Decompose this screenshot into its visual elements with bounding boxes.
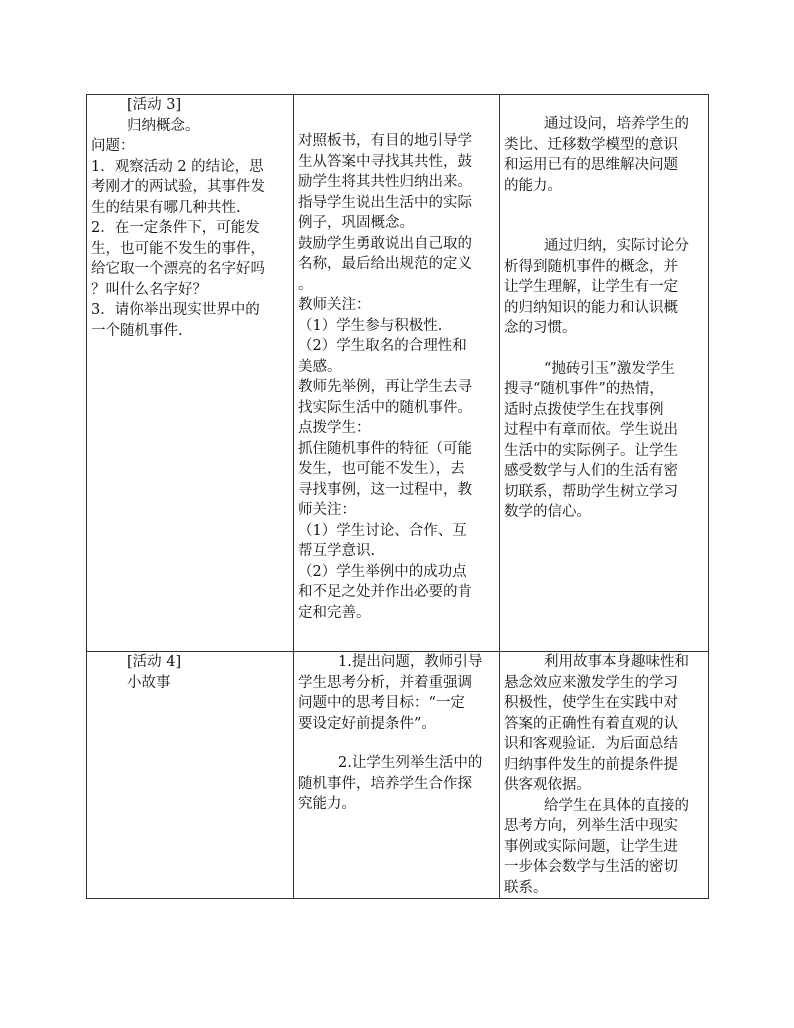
text-line: 和运用已有的思维解决问题 [504, 157, 678, 173]
spacer [504, 196, 704, 216]
design-intent-cell [500, 652, 709, 899]
text-line: 一个随机事件. [91, 322, 183, 339]
text-line: 点拨学生： [298, 420, 371, 436]
text-line: 发生，也可能不发生），去 [298, 461, 465, 477]
text-line: 抓住随机事件的特征（可能 [298, 440, 472, 457]
text-line: 念的习惯。 [504, 320, 577, 336]
text-line: 悬念效应来激发学生的学习 [504, 674, 678, 691]
spacer [298, 734, 495, 753]
activity-subtitle: 归纳概念。 [127, 117, 200, 134]
activity-cell [87, 95, 294, 652]
text-line: 生从答案中寻找其共性，鼓 [298, 153, 472, 170]
text-line: 生活中的实际例子。让学生 [504, 442, 678, 459]
design-intent-cell [500, 95, 709, 652]
text-line: 1．观察活动 2 的结论，思 [91, 158, 264, 175]
text-line: 励学生将其共性归纳出来。 [298, 174, 472, 190]
activity-cell [87, 652, 294, 899]
activity-title: [活动 4] [127, 654, 182, 670]
text-line: 利用故事本身趣味性和 [544, 654, 689, 670]
text-line: 考刚才的两试验，其事件发 [91, 179, 265, 195]
text-line: 过程中有章而依。学生说出 [504, 422, 678, 438]
text-line: ？叫什么名字好？ [91, 281, 207, 298]
text-line: 究能力。 [298, 796, 356, 812]
text-line: 找实际生活中的随机事件。 [298, 399, 472, 416]
text-line: 。 [298, 276, 313, 293]
text-line: 供客观依据。 [504, 777, 591, 793]
text-line: 1.提出问题，教师引导 [338, 654, 483, 670]
spacer [504, 95, 704, 114]
text-line: 问题： [91, 138, 135, 154]
text-line: 数学的信心。 [504, 504, 591, 520]
text-line: 搜寻“随机事件”的热情， [504, 381, 664, 397]
text-line: 美感。 [298, 358, 342, 375]
text-line: 的归纳知识的能力和认识概 [504, 299, 678, 316]
spacer [298, 95, 495, 115]
text-line: 析得到随机事件的概念，并 [504, 258, 678, 275]
text-line: 感受数学与人们的生活有密 [504, 463, 678, 479]
text-line: 教师关注： [298, 297, 371, 313]
activity-title: [活动 3] [127, 97, 182, 113]
text-line: 积极性，使学生在实践中对 [504, 695, 678, 711]
text-line: 通过归纳，实际讨论分 [544, 238, 689, 254]
text-line: 切联系，帮助学生树立学习 [504, 483, 678, 500]
teacher-activity-cell [294, 95, 500, 652]
text-line: 名称，最后给出规范的定义 [298, 256, 472, 272]
lesson-plan-table [86, 94, 709, 899]
text-line: 随机事件，培养学生合作探 [298, 775, 472, 792]
teacher-activity-cell [294, 652, 500, 899]
text-line: 给它取一个漂亮的名字好吗 [91, 261, 265, 277]
spacer [504, 216, 704, 236]
text-line: 寻找事例，这一过程中，教 [298, 481, 472, 498]
text-line: 指导学生说出生活中的实际 [298, 194, 472, 211]
text-line: 和不足之处并作出必要的肯 [298, 584, 472, 600]
text-line: 生，也可能不发生的事件， [91, 240, 265, 257]
text-line: 生的结果有哪几种共性. [91, 199, 241, 216]
text-line: 答案的正确性有着直观的认 [504, 715, 678, 732]
text-line: 一步体会数学与生活的密切 [504, 859, 678, 875]
spacer [298, 115, 495, 131]
table-row [87, 652, 709, 899]
text-line: 定和完善。 [298, 604, 371, 621]
text-line: （2）学生举例中的成功点 [298, 563, 467, 580]
text-line: 通过设问，培养学生的 [544, 116, 689, 132]
table-row [87, 95, 709, 652]
text-line: 对照板书，有目的地引导学 [298, 133, 472, 149]
text-line: “抛砖引玉”激发学生 [544, 360, 675, 377]
text-line: （1）学生讨论、合作、互 [298, 522, 467, 539]
text-line: 例子，巩固概念。 [298, 215, 414, 231]
text-line: 鼓励学生勇敢说出自己取的 [298, 235, 472, 252]
text-line: 3．请你举出现实世界中的 [91, 302, 260, 318]
text-line: 要设定好前提条件”。 [298, 715, 436, 732]
text-line: 识和客观验证．为后面总结 [504, 736, 678, 752]
activity-subtitle: 小故事 [127, 674, 171, 691]
text-line: 学生思考分析，并着重强调 [298, 674, 472, 691]
text-line: 联系。 [504, 879, 548, 896]
text-line: 让学生理解，让学生有一定 [504, 279, 678, 295]
text-line: 适时点拨使学生在找事例 [504, 401, 664, 418]
text-line: 给学生在具体的直接的 [544, 797, 689, 814]
text-line: 2．在一定条件下，可能发 [91, 220, 260, 236]
text-line: 教师先举例，再让学生去寻 [298, 379, 472, 395]
text-line: 类比、迁移数学模型的意识 [504, 136, 678, 153]
text-line: 思考方向，列举生活中现实 [504, 818, 678, 834]
text-line: 的能力。 [504, 177, 562, 194]
text-line: 问题中的思考目标：“一定 [298, 695, 465, 711]
text-line: （2）学生取名的合理性和 [298, 338, 467, 354]
text-line: 师关注： [298, 502, 356, 518]
text-line: 帮互学意识. [298, 543, 376, 559]
text-line: 事例或实际问题，让学生进 [504, 838, 678, 855]
spacer [504, 339, 704, 359]
text-line: （1）学生参与积极性. [298, 317, 443, 334]
text-line: 归纳事件发生的前提条件提 [504, 756, 678, 773]
text-line: 2.让学生列举生活中的 [338, 755, 483, 771]
